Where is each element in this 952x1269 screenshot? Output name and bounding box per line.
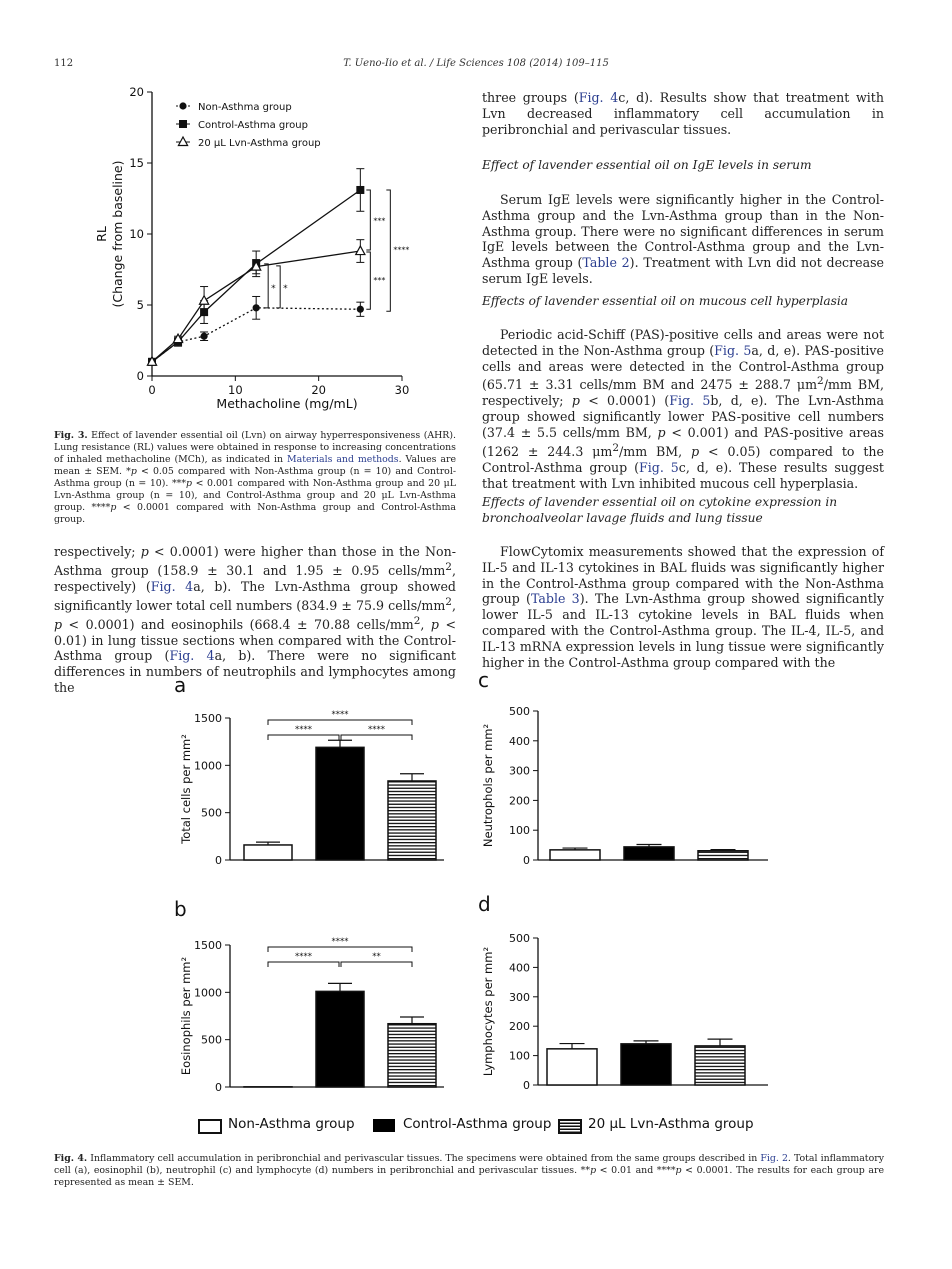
y-tick-label: 100 — [509, 1049, 530, 1063]
y-tick-label: 5 — [136, 298, 144, 312]
x-tick-label: 0 — [148, 383, 156, 397]
bar-2 — [695, 1046, 745, 1085]
x-tick-label: 30 — [394, 383, 410, 397]
y-tick-label: 300 — [509, 764, 530, 778]
legend-swatch-non-asthma — [198, 1119, 222, 1134]
y-tick-label: 0 — [523, 854, 530, 867]
bar-0 — [244, 845, 292, 860]
x-axis-label: Methacholine (mg/mL) — [216, 396, 358, 411]
y-tick-label: 500 — [509, 932, 530, 945]
significance-bracket — [268, 735, 339, 740]
y-tick-label: 15 — [129, 156, 144, 170]
y-tick-label: 10 — [129, 227, 144, 241]
panel-letter-d: d — [478, 892, 491, 916]
fig4-legend — [198, 1116, 798, 1136]
fig4a-chart — [170, 698, 450, 874]
y-axis-label-2: (Change from baseline) — [110, 160, 125, 308]
fig4-caption: Fig. 4. Inflammatory cell accumulation in peribronchial and perivascular tissues. The specimens were obtained from the same groups described in Fig. 2. Total inflammatory cell (a), eosinophil (b), neutrophil (c) and lymphocyte (d) numbers in peribronchial and perivascular tissues. **p < 0.01 and ****p < 0.0001. The results for each group are represented as mean ± SEM. — [54, 1153, 885, 1188]
y-tick-label: 400 — [509, 961, 530, 975]
right-top-paragraph: three groups (Fig. 4c, d). Results show that treatment with Lvn decreased inflammatory cell accumulation in peribronchial and perivascular tissues. — [482, 90, 884, 137]
significance-bracket — [341, 735, 412, 740]
y-axis-label: Eosinophils per mm² — [179, 956, 193, 1076]
significance-label: ** — [372, 952, 381, 962]
data-point — [199, 296, 208, 305]
paragraph-ige: Serum IgE levels were significantly higher in the Control-Asthma group and the Lvn-Asthma group than in the Non-Asthma group. There were no significant differences in serum IgE levels between the Control-Asthma group and the Lvn-Asthma group (Table 2). Treatment with Lvn did not decrease serum IgE levels. — [482, 192, 884, 286]
y-tick-label: 500 — [201, 806, 222, 820]
legend-marker — [179, 102, 186, 109]
y-tick-label: 200 — [509, 794, 530, 808]
fig3-caption: Fig. 3. Effect of lavender essential oil (Lvn) on airway hyperresponsiveness (AHR). Lung resistance (RL) values were obtained in response to increasing concentrations of inhaled methacholine (MCh), as indicated in Materials and methods. Values are mean ± SEM. *p < 0.05 compared with Non-Asthma group (n = 10) and Control-Asthma group (n = 10). ***p < 0.001 compared with Non-Asthma group and 20 μL Lvn-Asthma group (n = 10), and Control-Asthma group and 20 μL Lvn-Asthma group. ****p < 0.0001 compared with Non-Asthma group and Control-Asthma group. — [54, 430, 457, 525]
bar-1 — [621, 1044, 671, 1085]
significance-label: **** — [295, 725, 312, 735]
data-point — [357, 306, 364, 313]
y-tick-label: 20 — [129, 85, 144, 99]
data-point — [200, 333, 207, 340]
section-heading-cytokine: Effects of lavender essential oil on cytokine expression in bronchoalveolar lavage fluids and lung tissue — [482, 495, 838, 525]
y-axis-label: Lymphocytes per mm² — [481, 946, 495, 1077]
fig3-chart — [60, 80, 460, 420]
panel-letter-c: c — [478, 668, 489, 692]
panel-letter-a: a — [174, 673, 187, 697]
paragraph-mucous: Periodic acid-Schiff (PAS)-positive cells and areas were not detected in the Non-Asthma group (Fig. 5a, d, e). PAS-positive cells and areas were detected in the Control-Asthma group (65.71 ± 3.31 cells/mm BM and 2475 ± 288.7 $\mu m^2/mm$ BM, respectively; p < 0.0001) (Fig. 5b, d, e). The Lvn-Asthma group showed significantly lower PAS-positive cell numbers (37.4 ± 5.5 cells/mm BM, p < 0.001) and PAS-positive areas (1262 ± 244.3 $\mu m^2/mm$ BM, p < 0.05) compared to the Control-Asthma group (Fig. 5c, d, e). These results suggest that treatment with Lvn inhibited mucous cell hyperplasia. — [482, 327, 885, 491]
y-tick-label: 1500 — [194, 712, 222, 725]
significance-bracket — [341, 962, 412, 967]
y-tick-label: 0 — [136, 369, 144, 383]
data-point — [356, 186, 364, 194]
bracket — [366, 252, 370, 309]
y-axis-label: RL — [94, 226, 109, 242]
x-tick-label: 20 — [311, 383, 326, 397]
bracket — [366, 190, 370, 250]
bar-0 — [550, 850, 600, 860]
significance-label: **** — [368, 725, 385, 735]
legend-label: 20 μL Lvn-Asthma group — [198, 138, 321, 149]
legend-swatch-lvn-asthma — [558, 1119, 582, 1134]
bar-2 — [388, 1024, 436, 1087]
legend-swatch-control-asthma — [373, 1119, 395, 1132]
bar-1 — [316, 747, 364, 860]
bar-1 — [624, 847, 674, 860]
significance-label: **** — [393, 245, 410, 255]
significance-label: **** — [331, 710, 349, 720]
data-point — [253, 304, 260, 311]
significance-bracket — [268, 947, 412, 952]
y-tick-label: 200 — [509, 1020, 530, 1034]
significance-bracket — [268, 962, 339, 967]
legend-marker — [179, 120, 187, 128]
y-tick-label: 500 — [509, 705, 530, 718]
legend-marker — [178, 137, 187, 146]
bracket — [276, 266, 280, 308]
y-tick-label: 1500 — [194, 939, 222, 952]
significance-label: * — [283, 283, 288, 294]
x-tick-label: 10 — [228, 383, 243, 397]
y-tick-label: 1000 — [194, 759, 222, 773]
bracket — [264, 264, 268, 308]
y-tick-label: 1000 — [194, 986, 222, 1000]
bar-0 — [547, 1049, 597, 1085]
bar-2 — [388, 781, 436, 860]
bar-1 — [316, 991, 364, 1087]
section-heading-ige: Effect of lavender essential oil on IgE levels in serum — [482, 158, 812, 172]
left-body-paragraph: respectively; p < 0.0001) were higher than those in the Non-Asthma group (158.9 ± 30.1 and 1.95 ± 0.95 cells/$mm^2$, respectively) (Fig. 4a, b). The Lvn-Asthma group showed significantly lower total cell numbers (834.9 ± 75.9 cells/$mm^2$, p < 0.0001) and eosinophils (668.4 ± 70.88 cells/$mm^2$, p < 0.01) in lung tissue sections when compared with the Control-Asthma group (Fig. 4a, b). There were no significant differences in numbers of neutrophils and lymphocytes among the — [54, 544, 456, 695]
y-tick-label: 100 — [509, 824, 530, 838]
y-tick-label: 500 — [201, 1033, 222, 1047]
y-tick-label: 400 — [509, 734, 530, 748]
bracket — [386, 190, 390, 311]
paragraph-cytokine: FlowCytomix measurements showed that the expression of IL-5 and IL-13 cytokines in BAL fluids was significantly higher in the Control-Asthma group compared with the Non-Asthma group (Table 3). The Lvn-Asthma group showed significantly lower IL-5 and IL-13 cytokine levels in BAL fluids when compared with the Control-Asthma group. The IL-4, IL-5, and IL-13 mRNA expression levels in lung tissue were significantly higher in the Control-Asthma group compared with the — [482, 544, 884, 670]
y-axis-label: Total cells per mm² — [179, 734, 193, 844]
legend-label-lvn-asthma: 20 μL Lvn-Asthma group — [588, 1116, 754, 1132]
legend-label: Non-Asthma group — [198, 102, 292, 113]
running-citation: T. Ueno-Iio et al. / Life Sciences 108 (2014) 109–115 — [343, 58, 609, 69]
y-tick-label: 0 — [215, 854, 222, 867]
data-point — [356, 246, 365, 255]
bar-2 — [698, 851, 748, 860]
significance-label: **** — [331, 937, 349, 947]
legend-label: Control-Asthma group — [198, 120, 308, 131]
significance-label: **** — [295, 952, 312, 962]
significance-label: * — [271, 283, 276, 294]
y-tick-label: 300 — [509, 990, 530, 1004]
significance-label: *** — [373, 216, 386, 226]
legend-label-non-asthma: Non-Asthma group — [228, 1116, 355, 1132]
y-tick-label: 0 — [215, 1081, 222, 1094]
legend-label-control-asthma: Control-Asthma group — [403, 1116, 552, 1132]
panel-letter-b: b — [174, 897, 187, 921]
significance-label: *** — [373, 276, 386, 286]
fig4d-chart — [474, 925, 774, 1101]
y-tick-label: 0 — [523, 1079, 530, 1092]
page-number: 112 — [54, 58, 74, 69]
fig4b-chart — [170, 925, 450, 1101]
fig4c-chart — [474, 698, 774, 874]
significance-bracket — [268, 720, 412, 725]
y-axis-label: Neutrophols per mm² — [481, 723, 495, 848]
section-heading-mucous: Effects of lavender essential oil on mucous cell hyperplasia — [482, 294, 849, 308]
